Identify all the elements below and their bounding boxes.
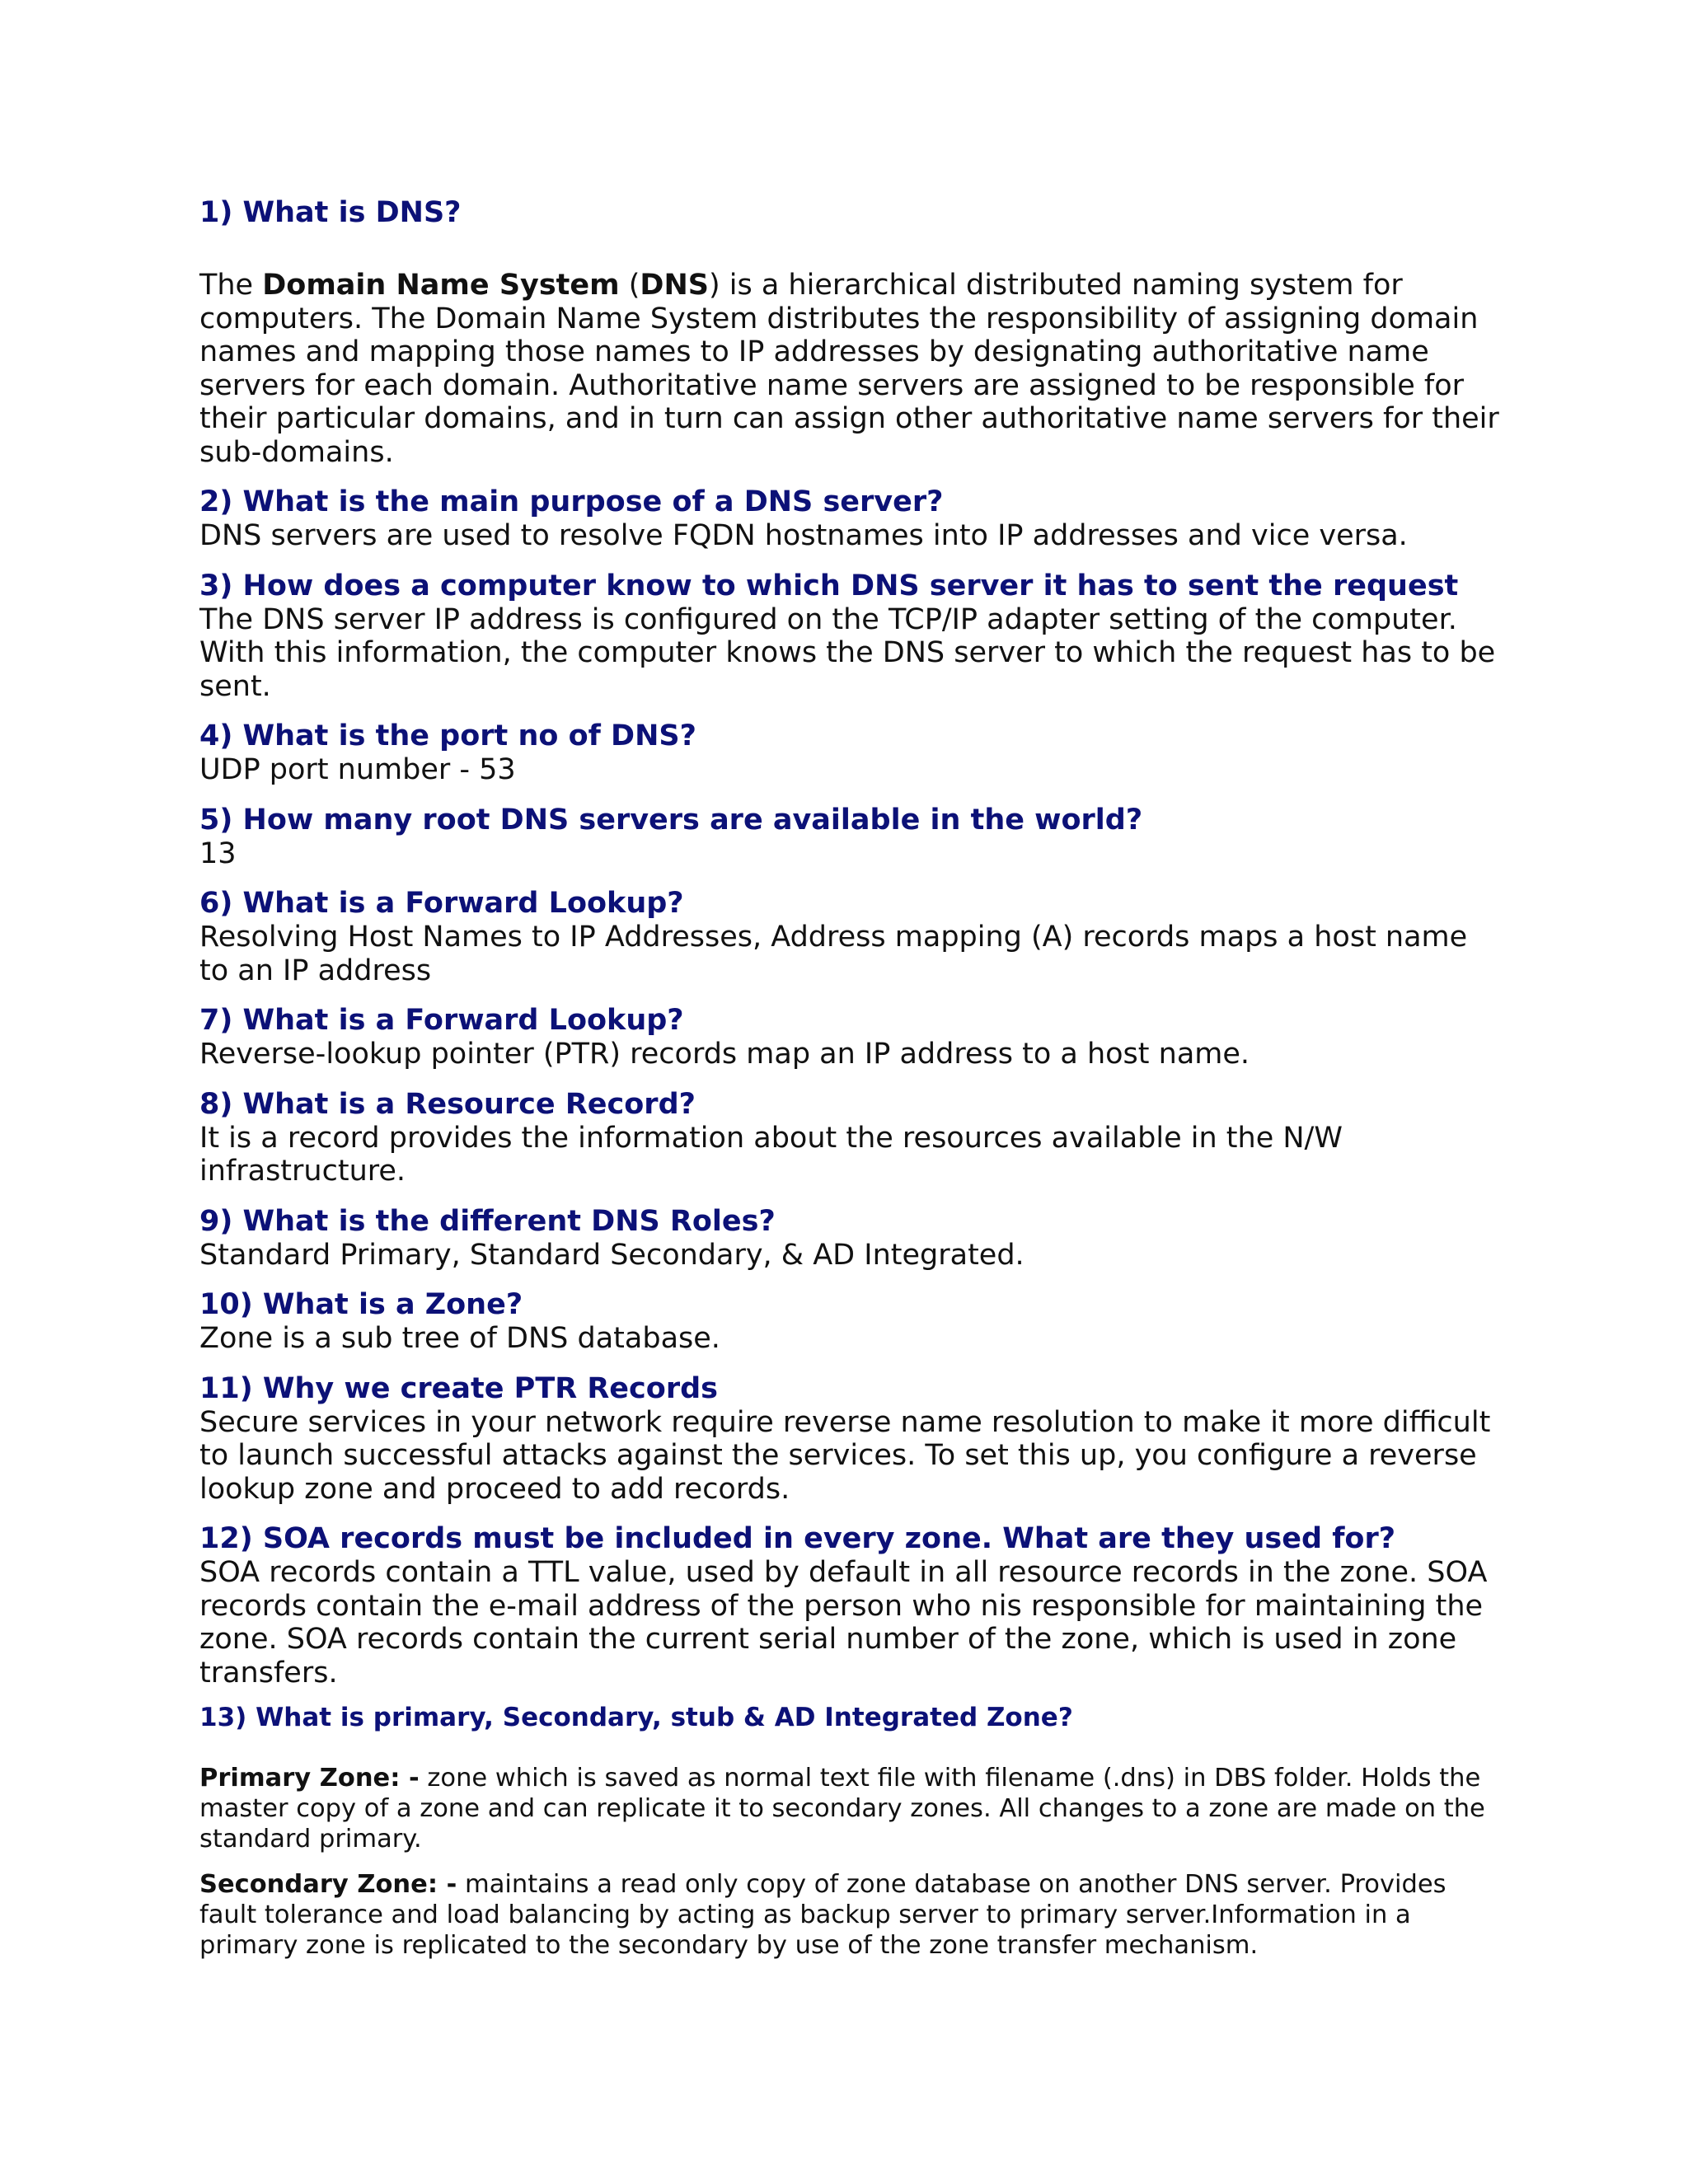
qa-item — [199, 485, 1502, 553]
question-heading: 3) How does a computer know to which DNS server it has to sent the request — [199, 569, 1459, 602]
zone-label: Primary Zone: - — [199, 1764, 420, 1793]
document-body — [199, 196, 1502, 1961]
answer-text: Standard Primary, Standard Secondary, & AD Integrated. — [199, 1238, 1025, 1272]
answer-text: The DNS server IP address is configured on the TCP/IP adapter setting of the computer. With this information, the computer knows the DNS server to which the request has to be sent. — [199, 602, 1496, 703]
question-heading: 11) Why we create PTR Records — [199, 1371, 718, 1405]
zone-definition: Primary Zone: - zone which is saved as normal text file with filename (.dns) in DBS folder. Holds the master copy of a zone and can replicate it to secondary zones. All changes to a zone are made on the standard primary. — [199, 1764, 1485, 1854]
qa-item — [199, 569, 1502, 704]
question-heading: 1) What is DNS? — [199, 196, 462, 229]
answer-text: UDP port number - 53 — [199, 753, 516, 786]
qa-item — [199, 804, 1502, 871]
question-heading: 13) What is primary, Secondary, stub & AD Integrated Zone? — [199, 1703, 1073, 1732]
answer-text: SOA records contain a TTL value, used by default in all resource records in the zone. SOA records contain the e-mail address of the person who nis responsible for maintaining the zone. SOA records contain the current serial number of the zone, which is used in zone transfers. — [199, 1556, 1488, 1690]
question-heading: 7) What is a Forward Lookup? — [199, 1004, 684, 1037]
answer-text: Secure services in your network require reverse name resolution to make it more difficult to launch successful attacks against the services. To set this up, you configure a reverse lookup zone and proceed to add records. — [199, 1405, 1491, 1506]
qa-item — [199, 1205, 1502, 1272]
answer-text: Reverse-lookup pointer (PTR) records map an IP address to a host name. — [199, 1038, 1250, 1071]
answer-text: It is a record provides the information about the resources available in the N/W infrastructure. — [199, 1121, 1343, 1188]
qa-item — [199, 1522, 1502, 1690]
term-bold: DNS — [640, 269, 709, 302]
qa-item — [199, 1088, 1502, 1188]
question-heading: 12) SOA records must be included in every zone. What are they used for? — [199, 1522, 1396, 1555]
answer-text: DNS servers are used to resolve FQDN hostnames into IP addresses and vice versa. — [199, 519, 1408, 552]
question-heading: 5) How many root DNS servers are available in the world? — [199, 803, 1143, 837]
zone-definition: Secondary Zone: - maintains a read only copy of zone database on another DNS server. Provides fault tolerance and load balancing by acting as backup server to primary server.Information in a primary zone is replicated to the secondary by use of the zone transfer mechanism. — [199, 1870, 1447, 1960]
answer-text: 13 — [199, 837, 237, 870]
qa-item — [199, 1288, 1502, 1356]
question-heading: 2) What is the main purpose of a DNS server? — [199, 485, 944, 518]
qa-item — [199, 887, 1502, 987]
term-bold: Domain Name System — [262, 269, 620, 302]
question-heading: 9) What is the different DNS Roles? — [199, 1204, 776, 1238]
question-heading: 10) What is a Zone? — [199, 1288, 523, 1321]
qa-item — [199, 1372, 1502, 1507]
qa-item — [199, 1004, 1502, 1071]
answer-text: Zone is a sub tree of DNS database. — [199, 1322, 720, 1355]
question-heading: 8) What is a Resource Record? — [199, 1087, 696, 1121]
answer-text: Resolving Host Names to IP Addresses, Address mapping (A) records maps a host name to an IP address — [199, 921, 1468, 987]
question-heading: 4) What is the port no of DNS? — [199, 719, 696, 752]
answer-text: The Domain Name System (DNS) is a hierarchical distributed naming system for computers. The Domain Name System distributes the responsibility of assigning domain names and mapping those names to IP addresses by designating authoritative name servers for each domain. Authoritative name servers are assigned to be responsible for their particular domains, and in turn can assign other authoritative name servers for their sub-domains. — [199, 269, 1499, 469]
zone-label: Secondary Zone: - — [199, 1870, 457, 1899]
question-heading: 6) What is a Forward Lookup? — [199, 887, 684, 920]
qa-item — [199, 719, 1502, 787]
